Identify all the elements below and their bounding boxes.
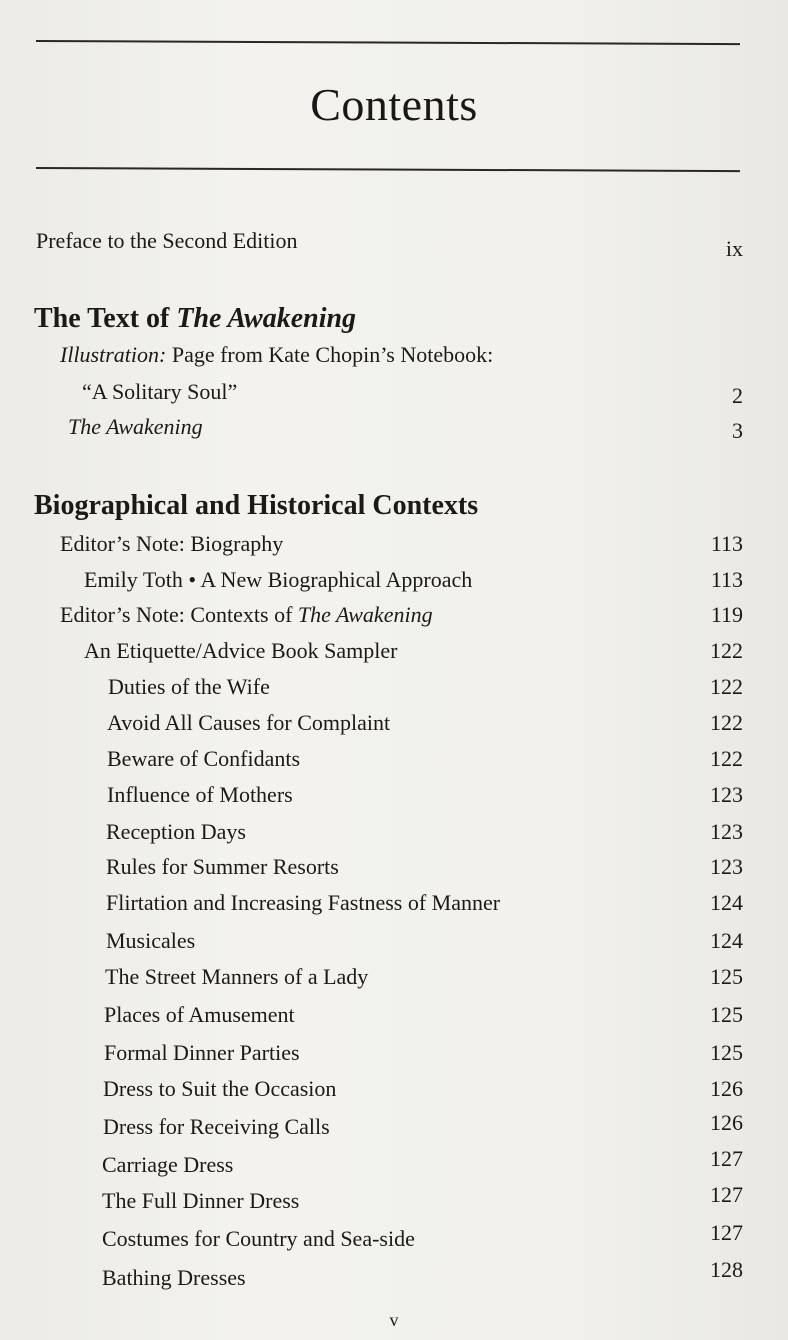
toc-entry-item xyxy=(0,708,788,738)
toc-entry-illustration-line2 xyxy=(0,377,788,407)
toc-entry-editors-note-contexts xyxy=(0,600,788,630)
contexts-prefix: Editor’s Note: Contexts of xyxy=(60,602,298,627)
toc-entry-item xyxy=(0,1220,788,1254)
toc-entry-label: Influence of Mothers xyxy=(107,782,293,807)
toc-entry-editors-note-biography xyxy=(0,529,788,559)
toc-entry-label: Dress to Suit the Occasion xyxy=(103,1076,337,1101)
toc-entry-item xyxy=(0,962,788,992)
toc-entry-label: Reception Days xyxy=(106,819,246,844)
toc-entry-page: 122 xyxy=(710,674,743,699)
illustration-italic-label: Illustration: xyxy=(60,342,167,367)
toc-entry-label: An Etiquette/Advice Book Sampler xyxy=(84,638,398,663)
toc-entry-label: Preface to the Second Edition xyxy=(36,228,298,253)
toc-entry-label: The Street Manners of a Lady xyxy=(105,964,369,989)
toc-entry-page: 123 xyxy=(710,782,743,807)
toc-entry-page: 119 xyxy=(710,602,743,627)
toc-entry-page: 2 xyxy=(732,383,743,408)
toc-entry-page: 3 xyxy=(732,418,743,443)
toc-entry-page: 123 xyxy=(710,854,743,879)
toc-entry-item xyxy=(0,780,788,810)
toc-entry-page: 122 xyxy=(710,638,743,663)
toc-entry-label: Costumes for Country and Sea-side xyxy=(102,1226,415,1251)
toc-entry-illustration xyxy=(0,340,788,370)
toc-entry-label: Carriage Dress xyxy=(102,1152,234,1177)
toc-entry-page: 127 xyxy=(710,1146,743,1171)
toc-entry-label: Musicales xyxy=(106,928,196,953)
toc-entry-page: 126 xyxy=(710,1110,743,1135)
toc-entry-label: Avoid All Causes for Complaint xyxy=(107,710,391,735)
toc-entry-page: 125 xyxy=(710,964,743,989)
toc-entry-label: Dress for Receiving Calls xyxy=(103,1114,330,1139)
toc-entry-page: ix xyxy=(725,236,743,261)
toc-entry-label: Formal Dinner Parties xyxy=(104,1040,300,1065)
top-rule xyxy=(36,40,740,45)
contexts-italic-title: The Awakening xyxy=(297,602,433,627)
toc-entry-item xyxy=(0,852,788,882)
toc-entry-label: The Full Dinner Dress xyxy=(102,1188,300,1213)
illustration-caption: Page from Kate Chopin’s Notebook: xyxy=(166,342,494,367)
toc-entry-page: 127 xyxy=(710,1182,743,1207)
toc-entry-page: 122 xyxy=(710,746,743,771)
toc-entry-page: 128 xyxy=(710,1257,743,1282)
toc-entry-label: Beware of Confidants xyxy=(107,746,301,771)
toc-entry-item xyxy=(0,1112,788,1142)
toc-entry-label: Bathing Dresses xyxy=(102,1265,246,1290)
toc-entry-item xyxy=(0,672,788,702)
toc-entry-label: Emily Toth • A New Biographical Approach xyxy=(84,567,473,592)
toc-entry-label xyxy=(60,340,493,370)
toc-entry-label: “A Solitary Soul” xyxy=(82,379,238,404)
toc-entry-page: 127 xyxy=(710,1220,743,1245)
toc-entry-item xyxy=(0,1074,788,1104)
toc-entry-preface xyxy=(0,226,788,261)
toc-entry-label: The Awakening xyxy=(68,414,203,439)
toc-entry-page: 123 xyxy=(710,819,743,844)
toc-entry-item xyxy=(0,1182,788,1216)
toc-entry-label: Rules for Summer Resorts xyxy=(106,854,339,879)
page-number-footer: v xyxy=(389,1310,399,1330)
toc-entry-label: Places of Amusement xyxy=(104,1002,295,1027)
toc-entry-toth xyxy=(0,565,788,595)
title-underline-rule xyxy=(36,167,740,172)
section-heading-prefix: The Text of xyxy=(34,303,177,334)
page-title: Contents xyxy=(310,79,478,130)
toc-entry-label xyxy=(60,600,433,630)
toc-entry-page: 113 xyxy=(710,531,743,556)
toc-entry-item xyxy=(0,1000,788,1030)
section-heading-text: Biographical and Historical Contexts xyxy=(34,490,479,521)
toc-entry-item xyxy=(0,888,788,918)
toc-entry-item xyxy=(0,1257,788,1293)
toc-entry-the-awakening xyxy=(0,412,788,442)
section-heading-text xyxy=(34,302,356,336)
toc-entry-label: Duties of the Wife xyxy=(108,674,270,699)
toc-entry-item xyxy=(0,1146,788,1180)
toc-entry-page: 124 xyxy=(710,928,743,953)
toc-entry-page: 113 xyxy=(710,567,743,592)
toc-entry-item xyxy=(0,1038,788,1068)
toc-entry-item xyxy=(0,744,788,774)
toc-entry-page: 122 xyxy=(710,710,743,735)
toc-entry-item xyxy=(0,817,788,847)
toc-entry-page: 125 xyxy=(710,1040,743,1065)
toc-entry-page: 126 xyxy=(710,1076,743,1101)
toc-entry-item xyxy=(0,926,788,956)
toc-entry-label: Editor’s Note: Biography xyxy=(60,531,284,556)
toc-entry-page: 124 xyxy=(710,890,743,915)
toc-entry-label: Flirtation and Increasing Fastness of Manner xyxy=(106,890,501,915)
toc-entry-page: 125 xyxy=(710,1002,743,1027)
toc-entry-sampler xyxy=(0,636,788,666)
section-heading-italic-title: The Awakening xyxy=(176,303,357,334)
